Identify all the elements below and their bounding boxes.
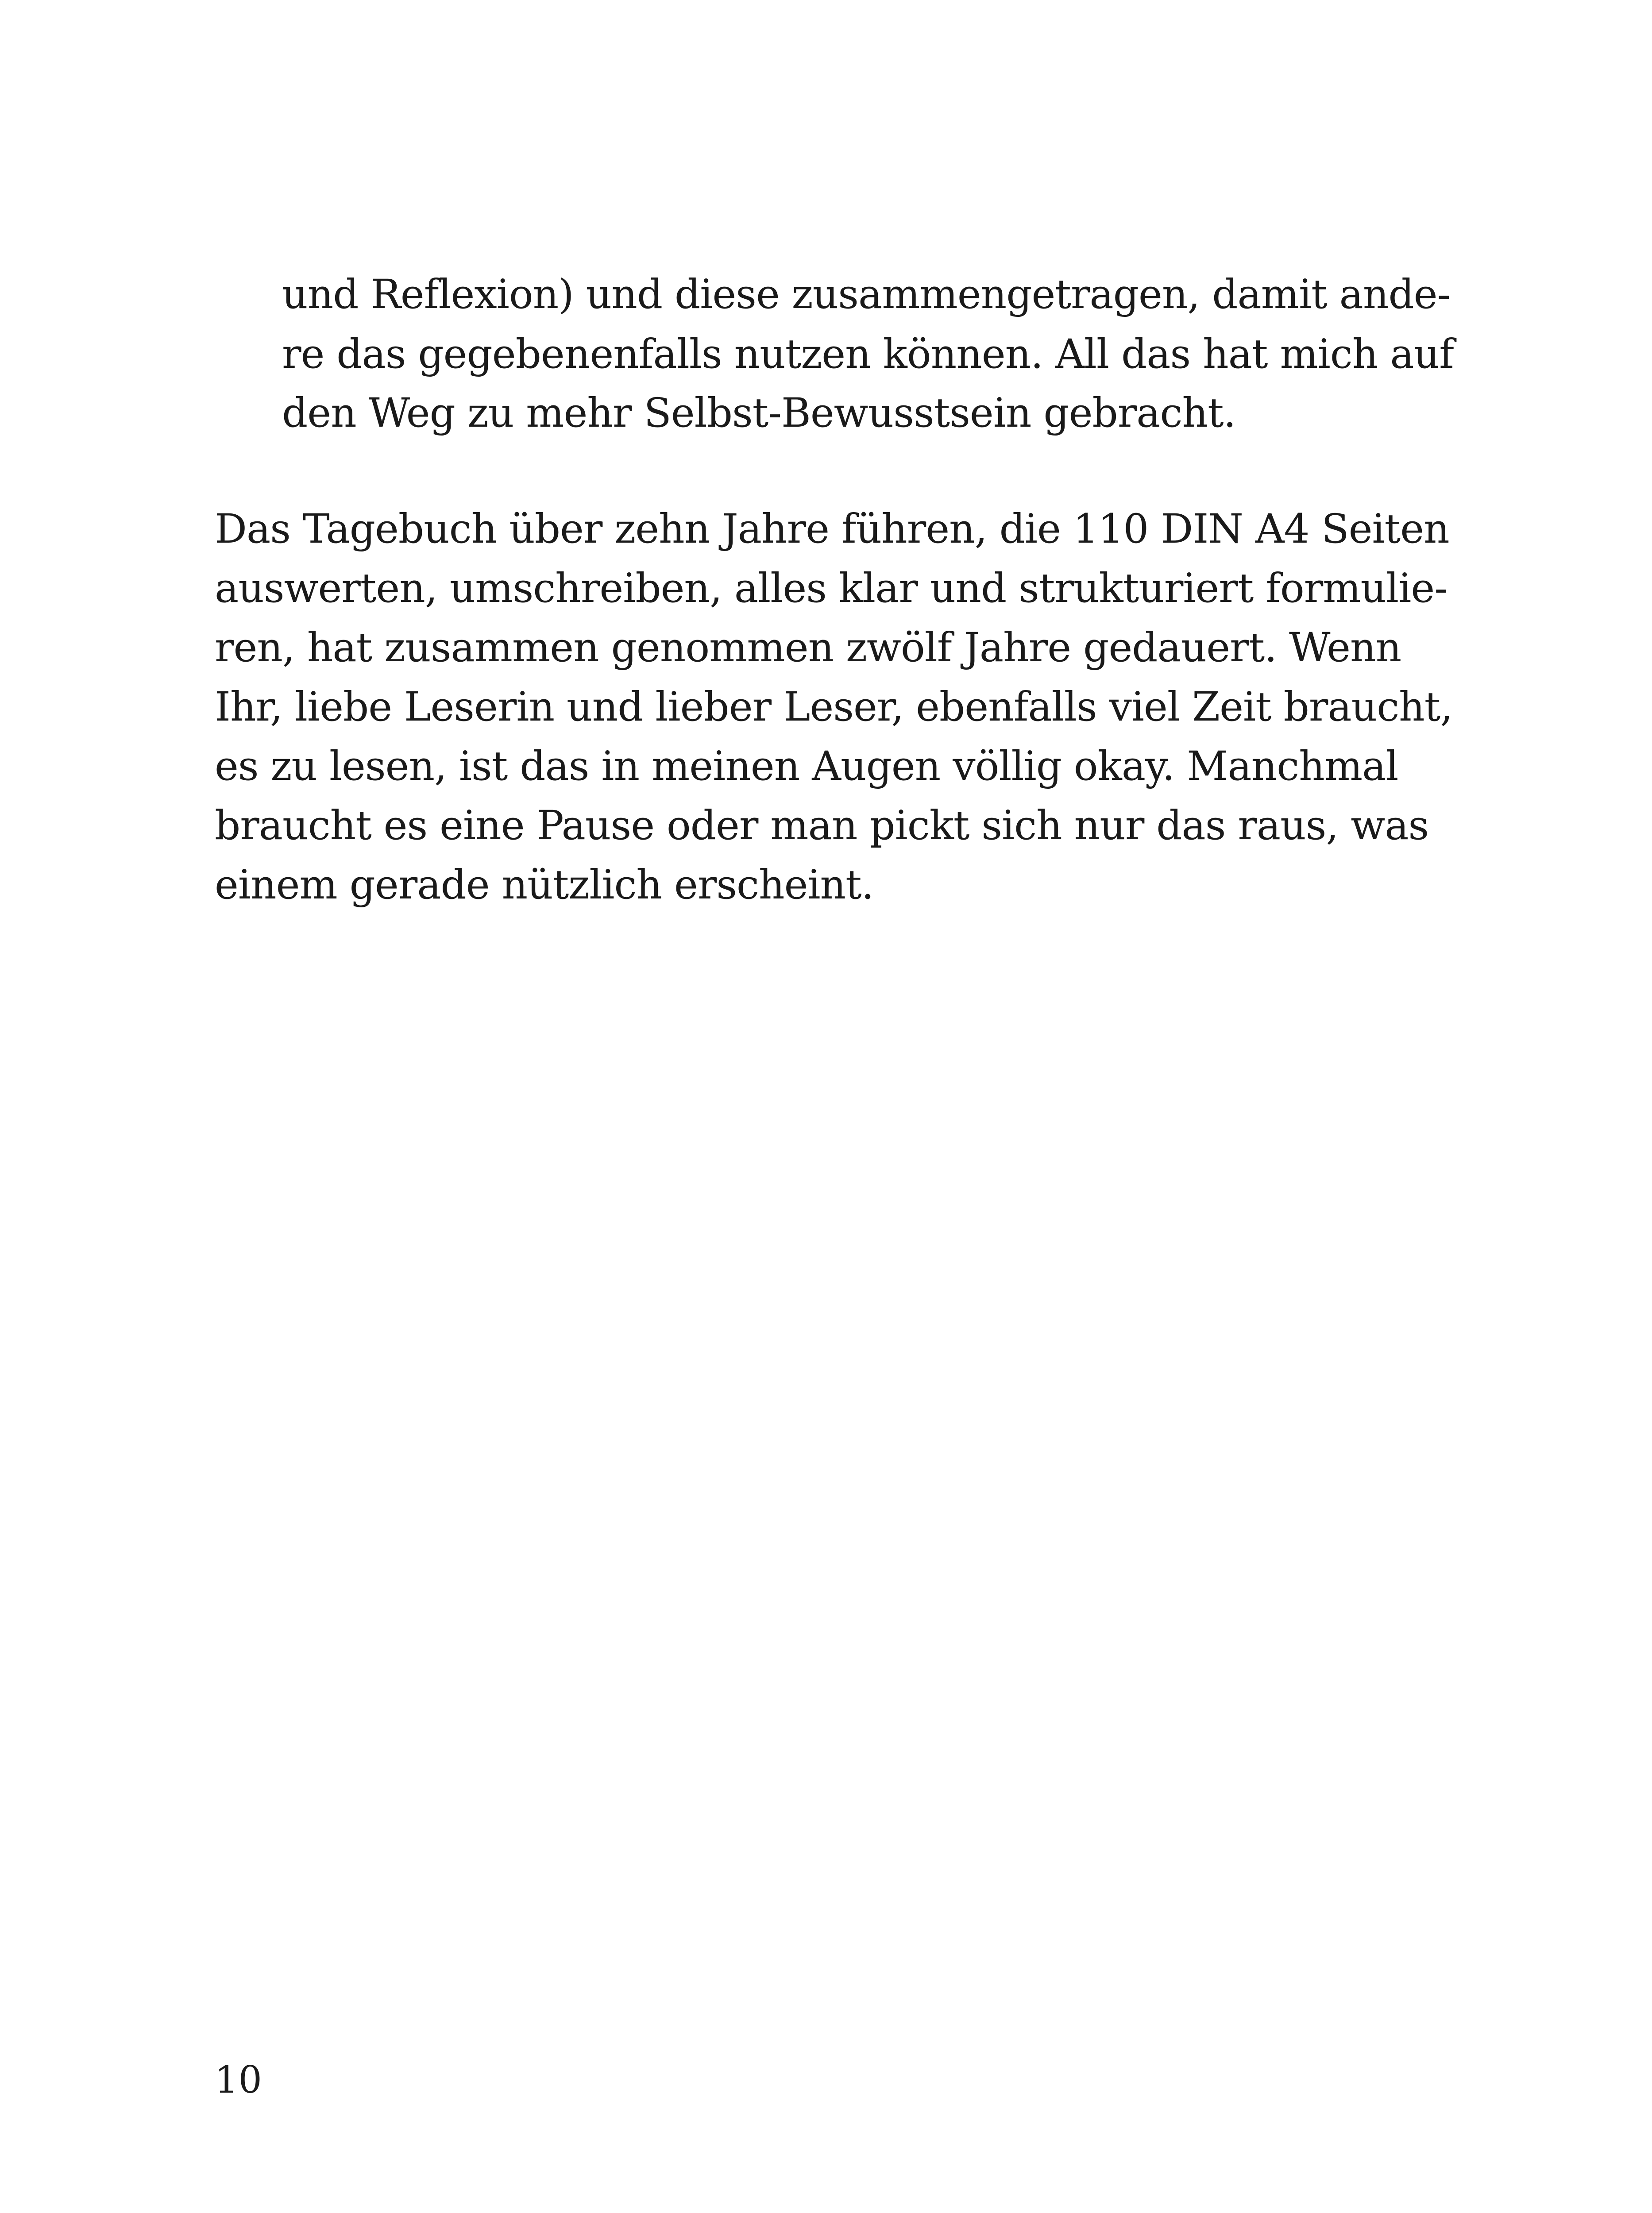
paragraph-line: braucht es eine Pause oder man pickt sich nur das raus, was: [215, 802, 1429, 849]
quote-line: re das gegebenenfalls nutzen können. All das hat mich auf: [282, 331, 1454, 378]
quote-line: und Reflexion) und diese zusammengetragen, damit ande-: [282, 271, 1451, 318]
paragraph-line: Das Tagebuch über zehn Jahre führen, die 110 DIN A4 Seiten: [215, 506, 1449, 552]
paragraph-line: ren, hat zusammen genommen zwölf Jahre gedauert. Wenn: [215, 625, 1401, 671]
paragraph-line: es zu lesen, ist das in meinen Augen völlig okay. Manchmal: [215, 743, 1398, 790]
quote-line: den Weg zu mehr Selbst-Bewusstsein gebracht.: [282, 390, 1236, 436]
paragraph-line: einem gerade nützlich erscheint.: [215, 862, 874, 908]
page-number: 10: [215, 2058, 262, 2101]
paragraph-line: auswerten, umschreiben, alles klar und strukturiert formulie-: [215, 565, 1447, 612]
paragraph-line: Ihr, liebe Leserin und lieber Leser, ebenfalls viel Zeit braucht,: [215, 684, 1453, 730]
